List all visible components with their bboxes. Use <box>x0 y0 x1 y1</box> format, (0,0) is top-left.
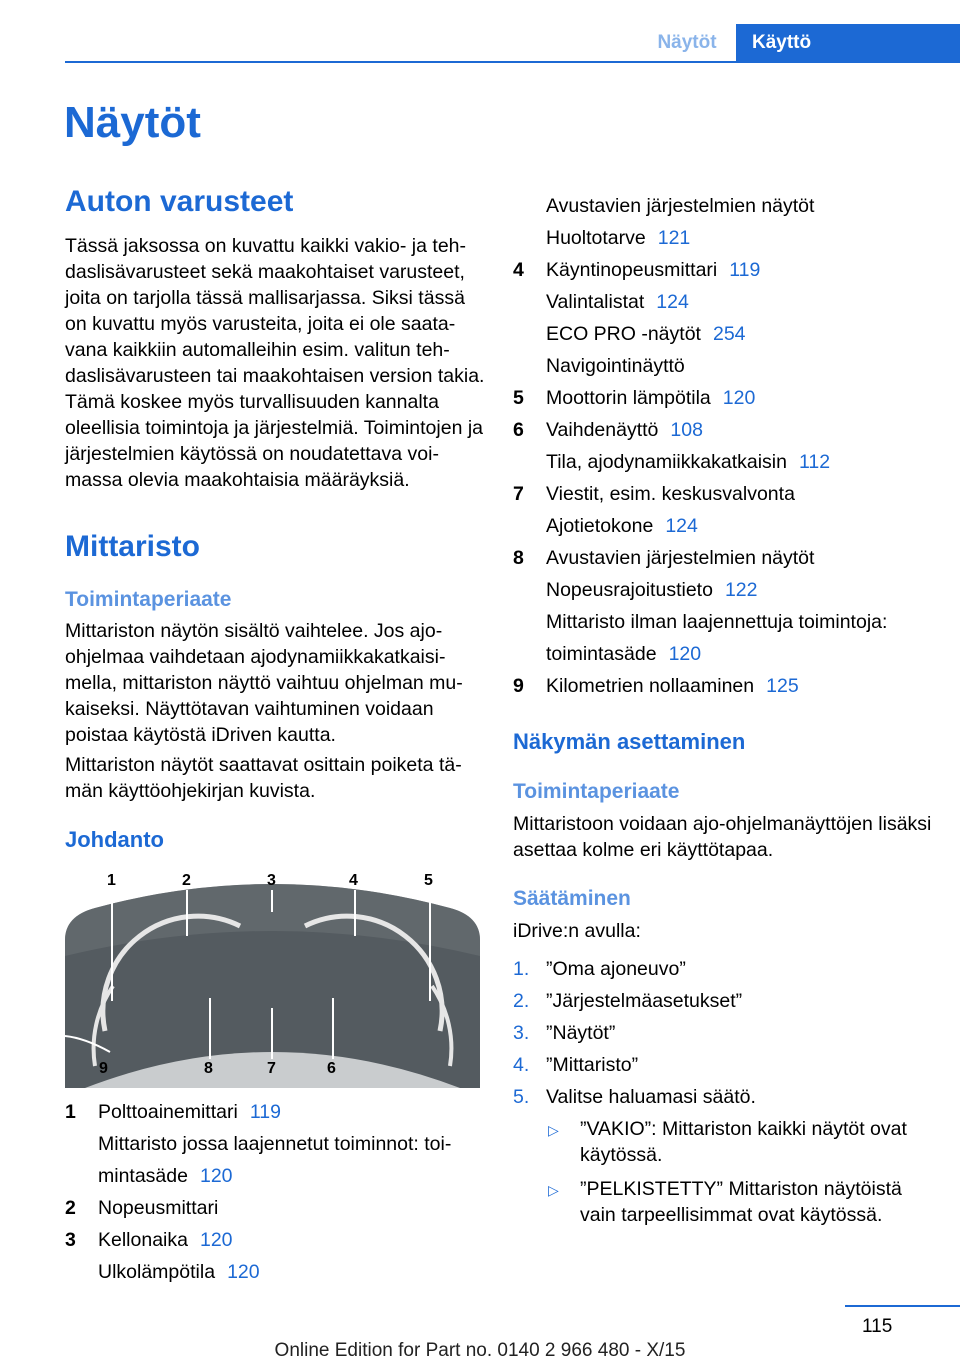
step-text: Valitse haluamasi säätö. <box>546 1086 756 1108</box>
triangle-bullet-icon: ▷ <box>548 1182 559 1198</box>
legend-line-text: Ajotietokone <box>546 515 654 537</box>
page-ref-link[interactable]: 120 <box>722 387 756 409</box>
tab-kaytto[interactable]: Käyttö <box>736 24 960 63</box>
legend-line-text: Ulkolämpötila <box>98 1261 216 1283</box>
cluster-label-4: 4 <box>349 872 358 889</box>
legend-line <box>546 350 933 382</box>
legend-line-text: Moottorin lämpötila <box>546 387 711 409</box>
legend-line <box>546 510 933 542</box>
cluster-label-5: 5 <box>424 872 433 889</box>
step-text: ”Näytöt” <box>546 1022 616 1044</box>
legend-line <box>546 606 933 670</box>
section-body-auton-varusteet: Tässä jaksossa on kuvattu kaikki vakio- ja tehdaslisävarusteet sekä maakohtaiset varusteet, joita on tarjolla tässä mallisarjassa. Siksi tässä on kuvattu myös varusteita, joita ei ole saatavana kaikkiin automalleihin esim. valitun tehdaslisävarusteen tai maakohtaisen version takia. Tämä koskee myös turvallisuuden kannalta oleellisia toimintoja ja järjestelmiä. Toimintojen ja järjestelmien käytössä on noudatettava voimassa olevia maakohtaisia määräyksiä. <box>65 235 485 491</box>
page-ref-link[interactable]: 108 <box>670 419 703 441</box>
legend-line-text: Kellonaika <box>98 1229 188 1251</box>
cluster-label-8: 8 <box>204 1060 213 1077</box>
step-option <box>546 1116 933 1168</box>
step-text: ”Mittaristo” <box>546 1054 639 1076</box>
step-item <box>513 1084 933 1228</box>
legend-line-text: Käyntinopeusmittari <box>546 259 718 281</box>
legend-line <box>546 254 933 286</box>
legend-line-text: Kilometrien nollaaminen <box>546 675 755 697</box>
page-ref-link[interactable]: 124 <box>665 515 698 537</box>
legend-item <box>513 478 933 542</box>
steps-list <box>513 956 933 1236</box>
legend-item-body <box>98 1096 485 1192</box>
legend-line-text: Huoltotarve <box>546 227 646 249</box>
legend-line-text: ECO PRO -näytöt <box>546 323 701 345</box>
legend-number: 6 <box>513 419 524 441</box>
page-ref-link[interactable]: 112 <box>798 451 831 473</box>
legend-line <box>546 414 933 446</box>
legend-line <box>98 1192 485 1224</box>
section-heading-nakyman-asettaminen: Näkymän asettaminen <box>513 729 746 754</box>
footer-rule <box>845 1305 960 1307</box>
page-number: 115 <box>862 1316 893 1337</box>
legend-line <box>546 222 933 254</box>
legend-line <box>546 574 933 606</box>
legend-line <box>546 382 933 414</box>
section-heading-auton-varusteet: Auton varusteet <box>65 185 294 218</box>
legend-item <box>65 1224 485 1288</box>
legend-line <box>98 1256 485 1288</box>
legend-number: 4 <box>513 259 524 281</box>
mittaristo-body-1: Mittariston näytön sisältö vaihtelee. Jos ajoohjelmaa vaihdetaan ajodynamiikkakatkaisimella, mittariston näyttö vaihtuu ohjelman mukaiseksi. Näyttötavan vaihtuminen voidaan poistaa käytöstä iDriven kautta. <box>65 620 463 746</box>
legend-item-continued <box>513 222 933 254</box>
legend-line <box>546 542 933 574</box>
legend-item-body <box>546 254 933 382</box>
cluster-label-7: 7 <box>267 1060 276 1077</box>
legend-item-body <box>546 222 933 254</box>
mittaristo-body-2: Mittariston näytöt saattavat osittain poiketa tämän käyttöohjekirjan kuvista. <box>65 754 462 802</box>
legend-item-body <box>546 478 933 542</box>
step-option <box>546 1176 933 1228</box>
legend-item <box>513 542 933 670</box>
legend-line <box>98 1096 485 1128</box>
page-ref-link[interactable]: 120 <box>199 1165 233 1187</box>
step-item <box>513 956 933 982</box>
legend-item-body <box>546 382 933 414</box>
legend-line-text: Vaihdenäyttö <box>546 419 659 441</box>
legend-line <box>546 190 933 222</box>
legend-item-continued <box>513 190 933 222</box>
step-text: ”Oma ajoneuvo” <box>546 958 686 980</box>
legend-line <box>546 286 933 318</box>
legend-line <box>546 446 933 478</box>
section-heading-mittaristo: Mittaristo <box>65 530 200 563</box>
legend-list-right <box>513 254 933 702</box>
cluster-label-2: 2 <box>182 872 191 889</box>
legend-item-body <box>546 190 933 222</box>
legend-item <box>513 254 933 382</box>
instrument-cluster-figure <box>65 866 480 1088</box>
cluster-label-6: 6 <box>327 1060 336 1077</box>
legend-line-text: Nopeusrajoitustieto <box>546 579 713 601</box>
page-ref-link[interactable]: 120 <box>668 643 702 665</box>
legend-number: 5 <box>513 387 524 409</box>
triangle-bullet-icon: ▷ <box>548 1122 559 1138</box>
legend-item <box>513 382 933 414</box>
page-title: Näytöt <box>64 98 201 147</box>
step-option-text: ”PELKISTETTY” Mittariston näytöistä vain tarpeellisimmat ovat käytössä. <box>580 1178 902 1226</box>
step-number: 3. <box>513 1022 530 1044</box>
legend-item-body <box>546 414 933 478</box>
legend-line-text: Nopeusmittari <box>98 1197 219 1219</box>
subheading-johdanto: Johdanto <box>65 827 164 852</box>
legend-item-body <box>98 1192 485 1224</box>
step-option-text: ”VAKIO”: Mittariston kaikki näytöt ovat käytössä. <box>580 1118 907 1166</box>
step-item <box>513 1052 933 1078</box>
subheading-toimintaperiaate-2: Toimintaperiaate <box>513 780 680 803</box>
legend-number: 3 <box>65 1229 76 1251</box>
legend-item-body <box>546 670 933 702</box>
step-options-list <box>546 1116 933 1228</box>
step-number: 4. <box>513 1054 530 1076</box>
page-ref-link[interactable]: 122 <box>724 579 758 601</box>
legend-number: 8 <box>513 547 524 569</box>
footer-edition: Online Edition for Part no. 0140 2 966 480 - X/15 <box>274 1340 686 1361</box>
legend-line-text: Mittaristo ilman laajennettuja toimintoja: toimintasäde <box>546 611 888 665</box>
cluster-label-1: 1 <box>107 872 116 889</box>
legend-item <box>513 670 933 702</box>
legend-item <box>513 414 933 478</box>
legend-line <box>546 478 933 510</box>
cluster-label-3: 3 <box>267 872 276 889</box>
legend-number: 2 <box>65 1197 76 1219</box>
page-ref-link[interactable]: 119 <box>729 259 761 281</box>
legend-number: 9 <box>513 675 524 697</box>
legend-line-text: Viestit, esim. keskusvalvonta <box>546 483 795 505</box>
legend-line-text: Avustavien järjestelmien näytöt <box>546 547 815 569</box>
legend-item-body <box>546 542 933 670</box>
step-number: 2. <box>513 990 530 1012</box>
legend-line-text: Avustavien järjestelmien näytöt <box>546 195 815 217</box>
legend-line <box>98 1128 485 1192</box>
page-ref-link[interactable]: 121 <box>657 227 691 249</box>
step-item <box>513 1020 933 1046</box>
subheading-toimintaperiaate: Toimintaperiaate <box>65 588 232 611</box>
cluster-label-9: 9 <box>99 1060 108 1077</box>
page-ref-link[interactable]: 125 <box>766 675 799 697</box>
page-ref-link[interactable]: 120 <box>227 1261 260 1283</box>
step-number: 1. <box>513 958 530 980</box>
page-ref-link[interactable]: 124 <box>656 291 689 313</box>
legend-line-text: Polttoainemittari <box>98 1101 238 1123</box>
page-ref-link[interactable]: 254 <box>712 323 746 345</box>
legend-list-right-continued <box>513 190 933 254</box>
legend-line <box>546 670 933 702</box>
legend-line-text: Valintalistat <box>546 291 645 313</box>
legend-line <box>98 1224 485 1256</box>
page-ref-link[interactable]: 120 <box>199 1229 233 1251</box>
legend-line <box>546 318 933 350</box>
legend-item <box>65 1096 485 1192</box>
subheading-saataminen: Säätäminen <box>513 887 631 910</box>
step-text: ”Järjestelmäasetukset” <box>546 990 743 1012</box>
step-number: 5. <box>513 1086 530 1108</box>
legend-item <box>65 1192 485 1224</box>
legend-line-text: Tila, ajodynamiikkakatkaisin <box>546 451 787 473</box>
legend-number: 7 <box>513 483 524 505</box>
page-ref-link[interactable]: 119 <box>249 1101 281 1123</box>
step-item <box>513 988 933 1014</box>
legend-number: 1 <box>65 1101 76 1123</box>
legend-item-body <box>98 1224 485 1288</box>
legend-line-text: Navigointinäyttö <box>546 355 685 377</box>
tab-naytot[interactable]: Näytöt <box>657 32 717 53</box>
nakyma-body: Mittaristoon voidaan ajo-ohjelmanäyttöjen lisäksi asettaa kolme eri käyttötapaa. <box>513 813 932 861</box>
saataminen-intro: iDrive:n avulla: <box>513 920 641 942</box>
legend-list-left <box>65 1096 485 1288</box>
legend-line-text: Mittaristo jossa laajennetut toiminnot: toimintasäde <box>98 1133 452 1187</box>
